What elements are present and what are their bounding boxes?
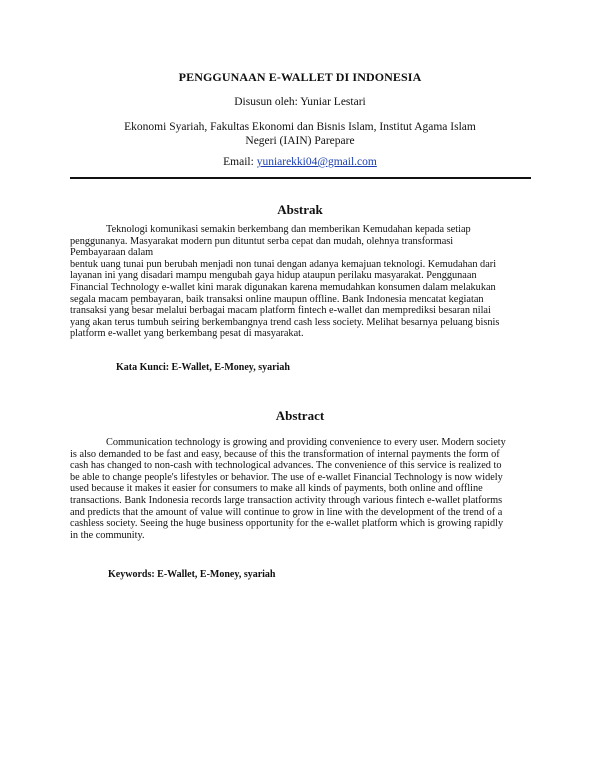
abstract-line: be able to change people's lifestyles or behavior. The use of e-wallet Financial Technology is now widely [70, 471, 503, 483]
abstrak-line: layanan ini yang disadari mampu mengubah gaya hidup ataupun perilaku masyarakat. Penggunaan [70, 270, 477, 282]
keywords: Keywords: E-Wallet, E-Money, syariah [108, 569, 276, 580]
email-line [0, 156, 600, 168]
email-label: Email: [223, 156, 257, 168]
abstrak-line: platform e-wallet yang berkembang pesat di masyarakat. [70, 328, 304, 340]
abstract-line: used because it makes it easier for consumers to make all kinds of payments, both online and offline [70, 483, 483, 495]
paper-title: PENGGUNAAN E-WALLET DI INDONESIA [178, 70, 422, 84]
abstrak-line: penggunanya. Masyarakat modern pun dituntut serba cepat dan mudah, olehnya transformasi [70, 235, 454, 247]
abstrak-line: Teknologi komunikasi semakin berkembang dan memberikan Kemudahan kepada setiap [106, 224, 471, 235]
abstrak-line: segala macam pembayaran, baik transaksi online maupun offline. Bank Indonesia mencatat kegiatan [70, 293, 484, 305]
kata-kunci: Kata Kunci: E-Wallet, E-Money, syariah [116, 362, 290, 373]
header-divider [70, 177, 531, 179]
author-line: Disusun oleh: Yuniar Lestari [234, 96, 366, 108]
abstrak-heading: Abstrak [277, 202, 323, 217]
abstract-heading: Abstract [275, 408, 325, 423]
abstract-line: is also demanded to be fast and easy, because of this the transformation of internal payments the form of [70, 448, 500, 460]
abstract-line: transactions. Bank Indonesia records large transaction activity through various fintech e-wallet platforms [70, 494, 503, 506]
abstrak-line: bentuk uang tunai pun berubah menjadi non tunai dengan adanya kemajuan teknologi. Kemudahan dari [70, 258, 497, 270]
abstract-line: in the community. [70, 529, 145, 541]
abstract-line: cash has changed to non-cash with technological advances. The convenience of this service is realized to [70, 460, 502, 472]
abstrak-line: Financial Technology e-wallet kini marak digunakan karena memudahkan konsumen dalam melakukan [70, 281, 496, 293]
abstract-body [70, 437, 530, 541]
abstrak-line: yang akan terus tumbuh seiring berkembangnya trend cash less society. Melihat besarnya peluang bisnis [70, 316, 500, 328]
abstrak-body [70, 224, 530, 340]
abstract-line: cashless society. Seeing the huge business opportunity for the e-wallet platform which is growing rapidly [70, 518, 504, 530]
abstract-line: Communication technology is growing and providing convenience to every user. Modern society [106, 437, 506, 448]
email-link[interactable]: yuniarekki04@gmail.com [256, 156, 377, 168]
abstrak-line: Pembayaraan dalam [70, 247, 154, 259]
abstract-line: and predicts that the amount of value will continue to grow in line with the development of the trend of a [70, 506, 503, 518]
affiliation: Ekonomi Syariah, Fakultas Ekonomi dan Bisnis Islam, Institut Agama Islam Negeri (IAIN) Parepare [124, 121, 476, 147]
abstrak-line: transaksi yang besar melalui berbagai macam platform fintech e-wallet dan memprediksi besaran nilai [70, 305, 491, 317]
